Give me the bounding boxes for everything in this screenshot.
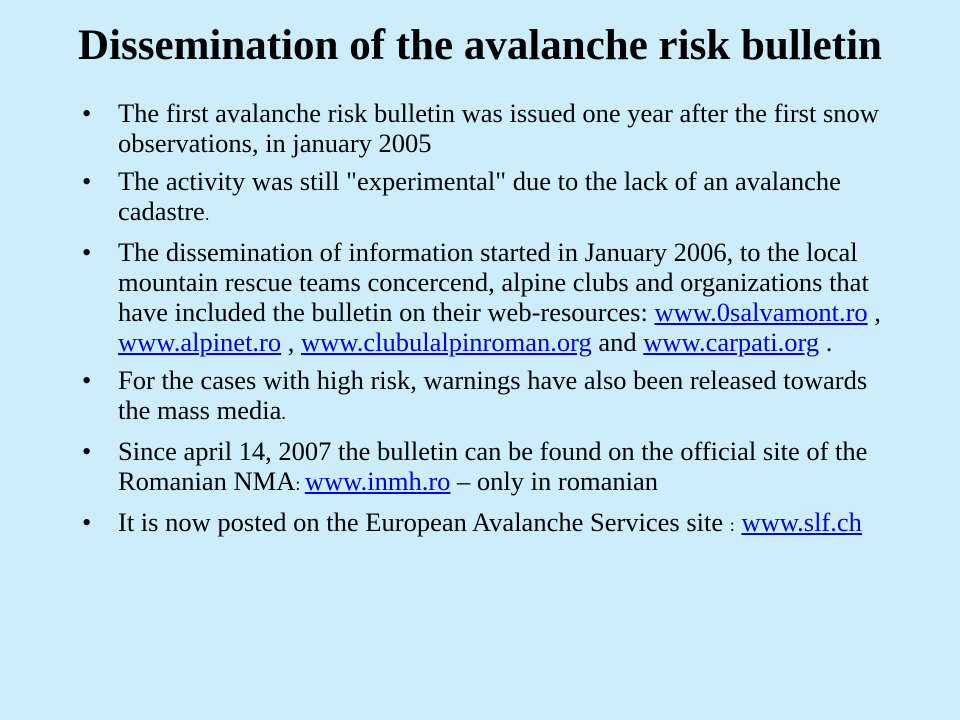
bullet-end: – only in romanian — [450, 466, 658, 496]
bullet-text: The first avalanche risk bulletin was issued one year after the first snow observations, in january 2005 — [118, 98, 879, 158]
bullet-dot-icon: • — [82, 365, 92, 395]
bullet-end: . — [819, 327, 833, 357]
bullet-list — [80, 98, 900, 548]
slide-title: Dissemination of the avalanche risk bulletin — [78, 22, 882, 69]
bullet-item-nma-site — [80, 436, 900, 499]
link-alpinet[interactable]: www.alpinet.ro — [118, 327, 282, 357]
bullet-item-experimental — [80, 166, 900, 229]
link-separator: , — [867, 297, 881, 327]
bullet-dot-icon: • — [82, 237, 92, 267]
bullet-item-high-risk — [80, 365, 900, 428]
bullet-item-european-services — [80, 507, 900, 540]
link-slf[interactable]: www.slf.ch — [741, 507, 862, 537]
bullet-item-first-bulletin — [80, 98, 900, 158]
bullet-text: The dissemination of information started in January 2006, to the local mountain rescue teams concercend, alpine clubs and organizations that have included the bulletin on their web-resources: — [118, 237, 869, 327]
link-clubulalpinroman[interactable]: www.clubulalpinroman.org — [301, 327, 592, 357]
bullet-dot-icon: • — [82, 166, 92, 196]
link-salvamont[interactable]: www.0salvamont.ro — [654, 297, 868, 327]
bullet-colon: : — [295, 474, 305, 494]
bullet-text: It is now posted on the European Avalanche Services site — [118, 507, 730, 537]
bullet-dot-icon: • — [82, 507, 92, 537]
bullet-text: Since april 14, 2007 the bulletin can be found on the official site of the Romanian NMA — [118, 436, 868, 496]
link-separator: and — [591, 327, 644, 357]
bullet-dot-icon: • — [82, 436, 92, 466]
bullet-dot-icon: • — [82, 98, 92, 128]
bullet-colon: : — [729, 515, 735, 535]
bullet-item-dissemination — [80, 237, 900, 357]
link-inmh[interactable]: www.inmh.ro — [304, 466, 451, 496]
bullet-tail: . — [281, 403, 286, 423]
bullet-text: The activity was still "experimental" due to the lack of an avalanche cadastre — [118, 166, 841, 226]
link-carpati[interactable]: www.carpati.org — [643, 327, 820, 357]
link-separator: , — [281, 327, 302, 357]
bullet-text: For the cases with high risk, warnings have also been released towards the mass media — [118, 365, 868, 425]
bullet-tail: . — [204, 204, 210, 224]
